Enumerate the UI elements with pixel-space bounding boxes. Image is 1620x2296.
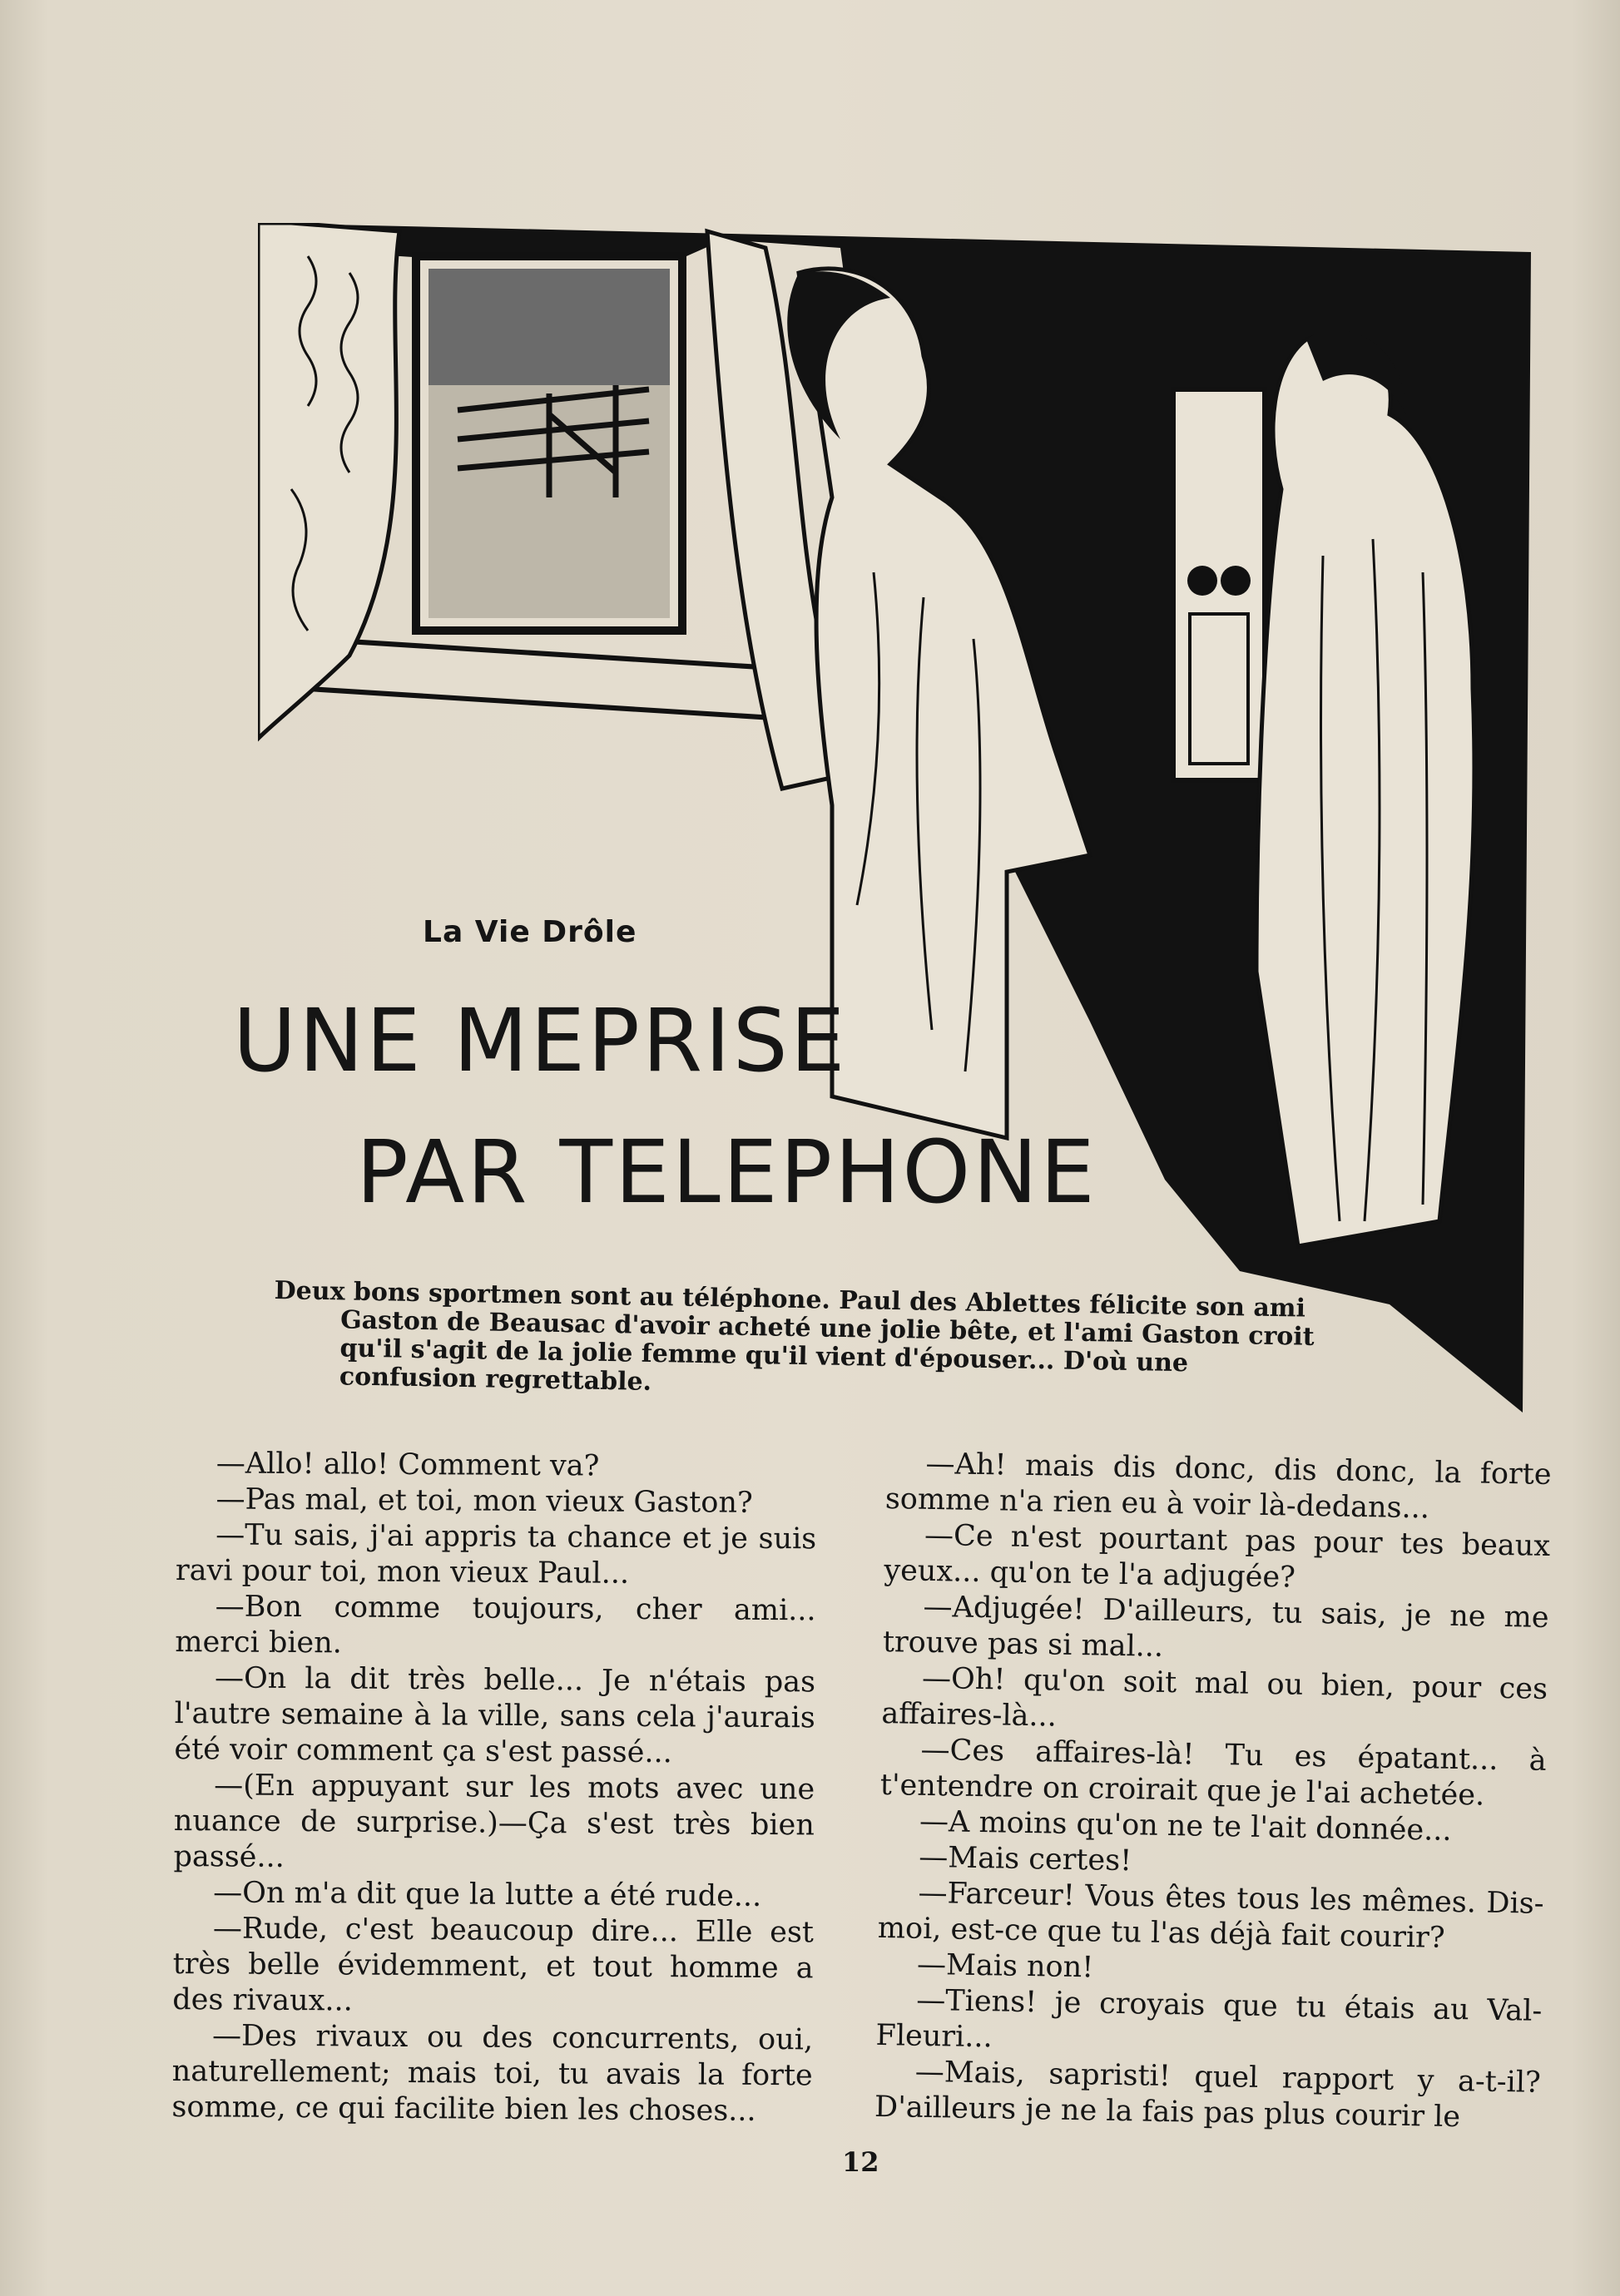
dialogue-line: —Rude, c'est beaucoup dire... Elle est très belle évidemment, et tout homme a des rivaux...: [172, 1912, 815, 2018]
dialogue-line: —On la dit très belle... Je n'étais pas l'autre semaine à la ville, sans cela j'aurais été voir comment ça s'est passé...: [174, 1661, 816, 1770]
left-column: [171, 1446, 817, 2130]
dialogue-line: —Mais, sapristi! quel rapport y a-t-il? D'ailleurs je ne la fais pas plus courir le: [874, 2055, 1542, 2135]
dialogue-line: —(En appuyant sur les mots avec une nuance de surprise.)—Ça s'est très bien passé...: [173, 1769, 815, 1874]
dialogue-line: —Bon comme toujours, cher ami... merci bien.: [175, 1590, 816, 1660]
dialogue-line: —Ah! mais dis donc, dis donc, la forte somme n'a rien eu à voir là-dedans...: [884, 1447, 1552, 1526]
article-title-line1: UNE MEPRISE: [233, 990, 848, 1091]
page-number: 12: [842, 2146, 879, 2178]
dialogue-line: —Farceur! Vous êtes tous les mêmes. Dis-moi, est-ce que tu l'as déjà fait courir?: [877, 1876, 1544, 1955]
summary-text: Deux bons sportmen sont au téléphone. Paul des Ablettes félicite son ami Gaston de Beausac d'avoir acheté une jolie bête, et l'ami Gaston croit qu'il s'agit de la jolie femme qu'il vient d'épouser... D'où une confusion regrettable.: [274, 1276, 1315, 1397]
dialogue-line: —A moins qu'on ne te l'ait donnée...: [919, 1804, 1452, 1848]
dialogue-line: —Tiens! je croyais que tu étais au Val-Fleuri...: [875, 1983, 1543, 2055]
section-kicker: La Vie Drôle: [423, 915, 637, 949]
dialogue-line: —On m'a dit que la lutte a été rude...: [213, 1876, 762, 1913]
dialogue-line: —Mais non!: [916, 1947, 1094, 1985]
dialogue-line: —Mais certes!: [919, 1840, 1132, 1878]
dialogue-line: —Des rivaux ou des concurrents, oui, naturellement; mais toi, tu avais la forte somme, ce qui facilite bien les choses...: [171, 2019, 814, 2128]
dialogue-line: —Pas mal, et toi, mon vieux Gaston?: [216, 1482, 753, 1520]
right-column: [874, 1446, 1552, 2137]
dialogue-line: —Tu sais, j'ai appris ta chance et je suis ravi pour toi, mon vieux Paul...: [175, 1518, 817, 1591]
dialogue-line: —Oh! qu'on soit mal ou bien, pour ces affaires-là...: [881, 1661, 1548, 1734]
article-summary: [273, 1277, 1323, 1408]
dialogue-line: —Adjugée! D'ailleurs, tu sais, je ne me trouve pas si mal...: [882, 1590, 1549, 1664]
dialogue-line: —Ce n'est pourtant pas pour tes beaux yeux... qu'on te l'a adjugée?: [884, 1518, 1551, 1595]
illustration-women-at-window-and-telephone: [258, 223, 1531, 1413]
dialogue-line: —Allo! allo! Comment va?: [216, 1447, 600, 1483]
article-title-line2: PAR TELEPHONE: [356, 1121, 1097, 1223]
dialogue-line: —Ces affaires-là! Tu es épatant... à t'entendre on croirait que je l'ai achetée.: [879, 1733, 1547, 1813]
